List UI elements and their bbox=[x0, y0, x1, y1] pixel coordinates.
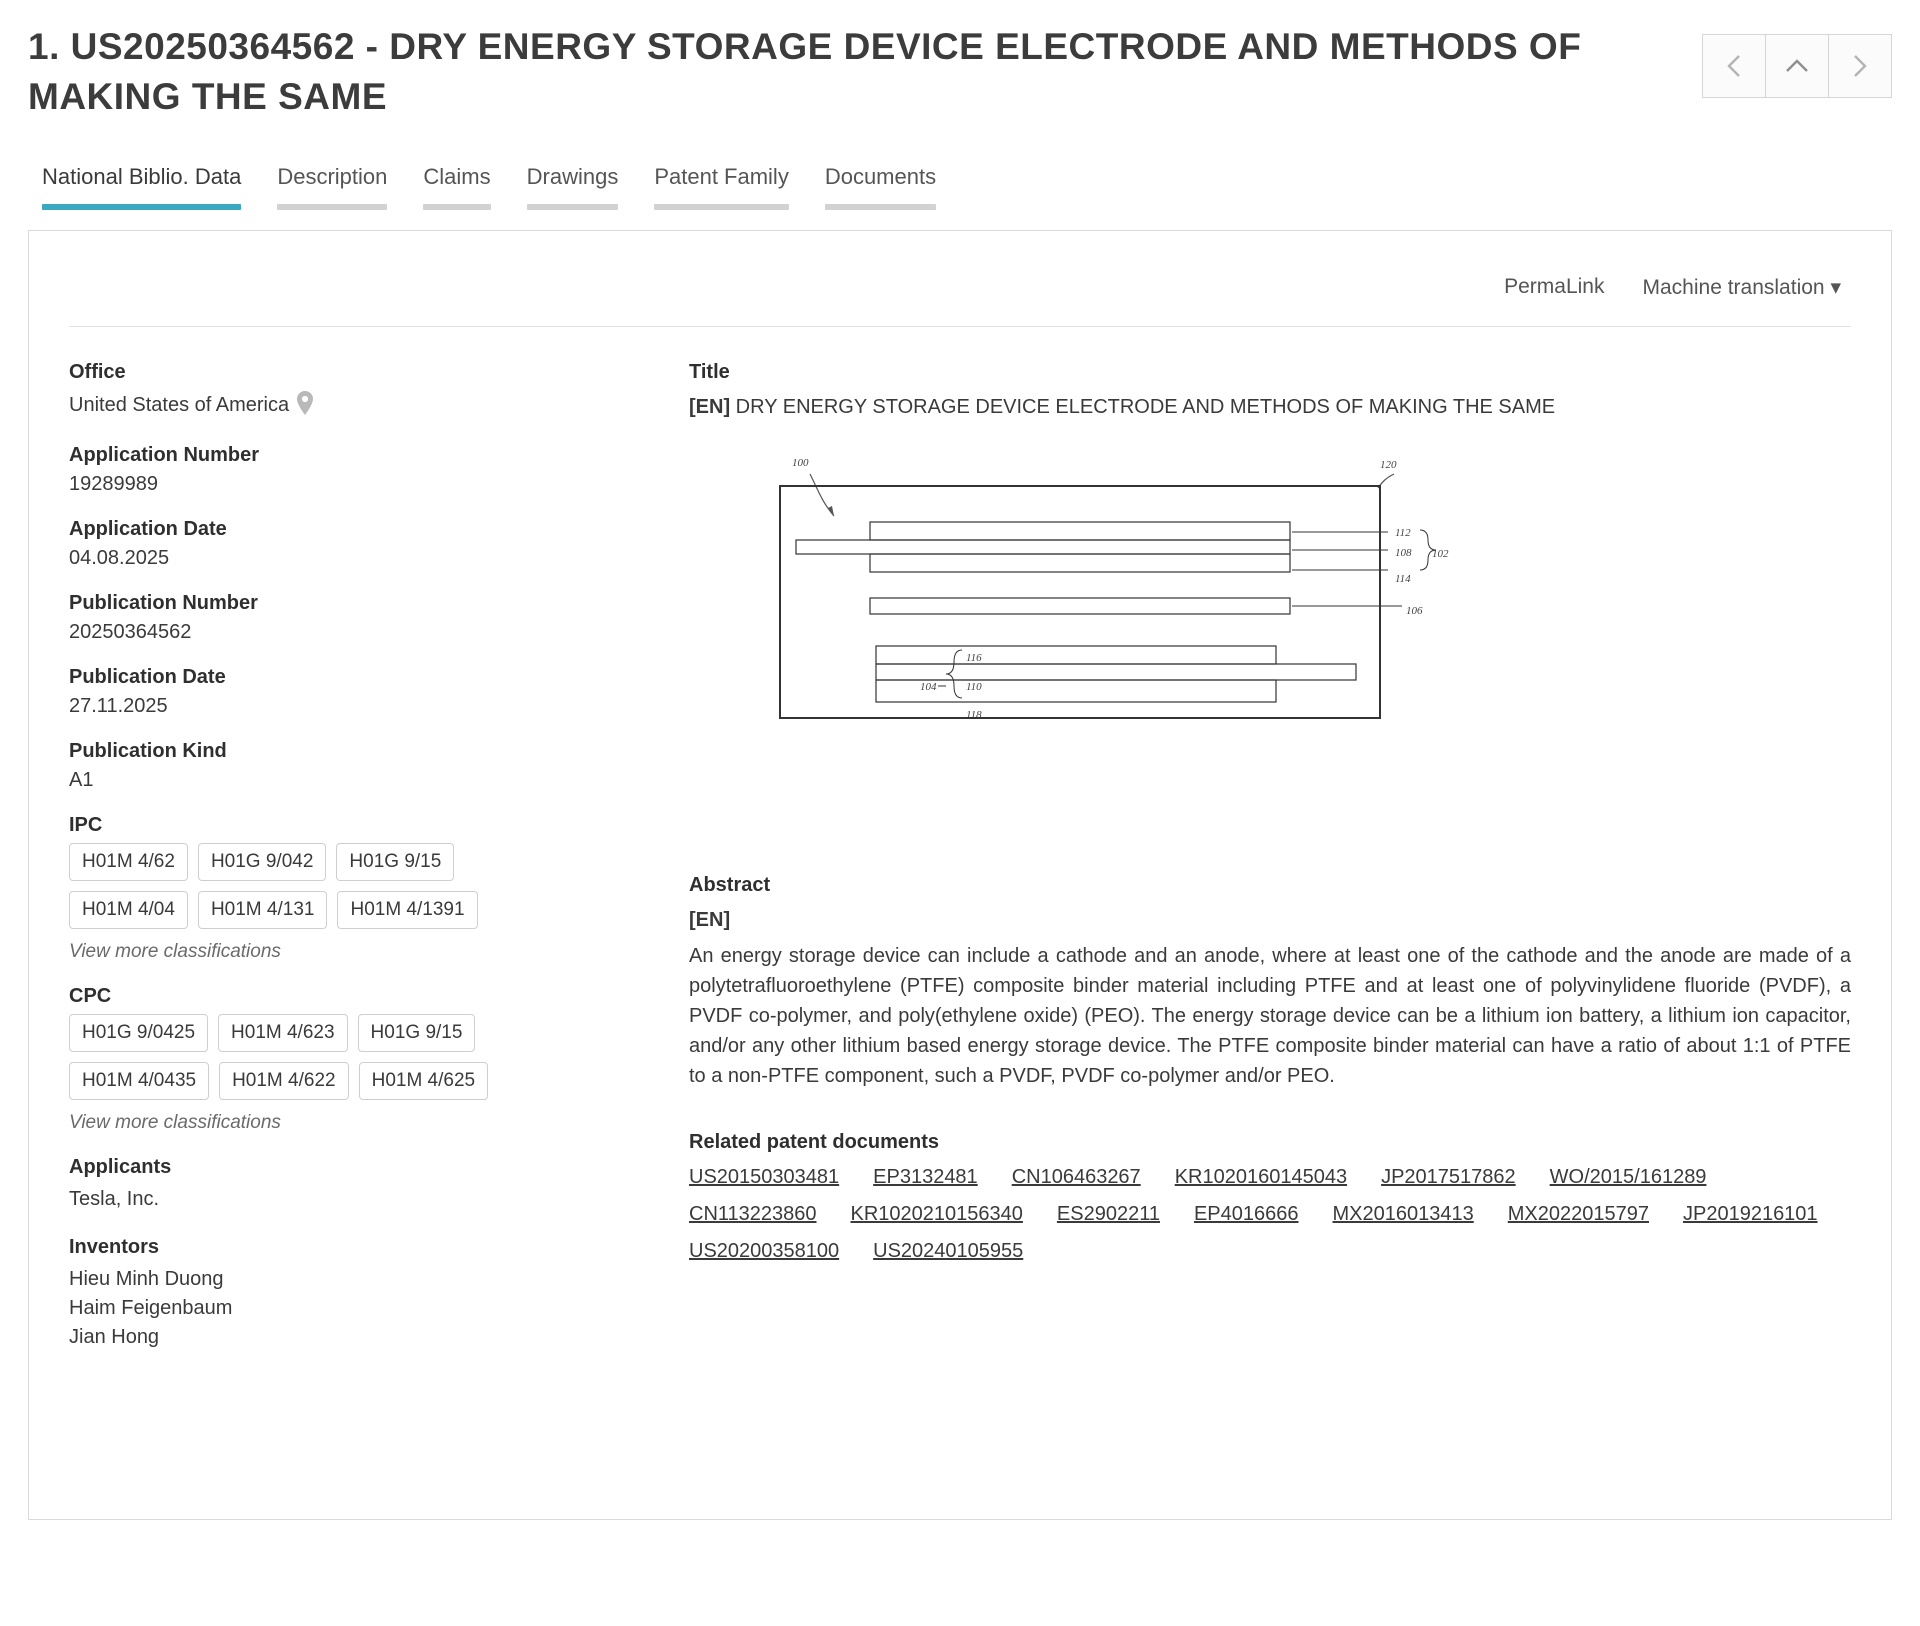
field-label: Publication Kind bbox=[69, 739, 227, 762]
previous-result-button[interactable] bbox=[1702, 34, 1766, 98]
abstract-text: An energy storage device can include a cathode and an anode, where at least one of the cathode and the anode are made of a polytetrafluoroethylene (PTFE) composite binder material including PTFE and at least one of polyvinylidene fluoride (PVDF), a PVDF co-polymer, and poly(ethylene oxide) (PEO). The energy storage device can be a lithium ion battery, a lithium ion capacitor, and/or any other lithium based energy storage device. The PTFE composite binder material can have a ratio of about 1:1 of PTFE to a non-PTFE component, such a PVDF, PVDF co-polymer and/or PEO. bbox=[689, 944, 1851, 1087]
field-applicants bbox=[69, 1156, 629, 1214]
related-documents-label: Related patent documents bbox=[689, 1130, 940, 1153]
field-label: CPC bbox=[69, 984, 112, 1007]
result-navigation bbox=[1703, 34, 1892, 98]
ipc-chip[interactable]: H01M 4/04 bbox=[69, 891, 188, 929]
location-pin-icon bbox=[295, 390, 315, 422]
title-block bbox=[689, 361, 1851, 422]
back-to-list-button[interactable] bbox=[1765, 34, 1829, 98]
title-value-wrap bbox=[689, 392, 1851, 422]
related-document-link[interactable]: CN113223860 bbox=[689, 1202, 817, 1225]
related-document-link[interactable]: US20200358100 bbox=[689, 1239, 840, 1262]
field-label: Application Number bbox=[69, 443, 260, 466]
svg-text:100: 100 bbox=[792, 456, 809, 469]
next-result-button[interactable] bbox=[1828, 34, 1892, 98]
related-document-link[interactable]: EP4016666 bbox=[1193, 1202, 1299, 1225]
tab-underline bbox=[654, 204, 789, 210]
tab-label: Claims bbox=[423, 163, 491, 189]
publication-date-value: 27.11.2025 bbox=[69, 694, 168, 717]
cpc-chip[interactable]: H01G 9/15 bbox=[358, 1014, 476, 1052]
svg-text:106: 106 bbox=[1406, 604, 1423, 617]
patent-figure[interactable] bbox=[770, 450, 1770, 840]
field-label: Publication Date bbox=[69, 665, 226, 688]
cpc-chip[interactable]: H01M 4/625 bbox=[359, 1062, 489, 1100]
abstract-block bbox=[689, 874, 1851, 1091]
field-application-number bbox=[69, 444, 629, 496]
applicant-name: Tesla, Inc. bbox=[69, 1187, 160, 1210]
svg-text:104: 104 bbox=[920, 680, 937, 693]
tab-label: National Biblio. Data bbox=[42, 163, 242, 189]
title-label: Title bbox=[689, 360, 730, 383]
chevron-left-icon bbox=[1723, 51, 1745, 81]
svg-text:118: 118 bbox=[966, 708, 982, 721]
permalink-link[interactable]: PermaLink bbox=[1504, 275, 1605, 299]
field-label: Applicants bbox=[69, 1155, 172, 1178]
related-document-link[interactable]: KR1020210156340 bbox=[850, 1202, 1023, 1225]
inventor-name: Hieu Minh Duong bbox=[69, 1267, 224, 1290]
tab-underline bbox=[527, 204, 619, 210]
inventor-name: Haim Feigenbaum bbox=[69, 1296, 233, 1319]
svg-text:110: 110 bbox=[966, 680, 982, 693]
biblio-fields bbox=[69, 361, 629, 1374]
figure-container bbox=[689, 450, 1851, 840]
content-columns bbox=[69, 361, 1851, 1374]
tab-bar bbox=[28, 164, 1892, 210]
svg-text:114: 114 bbox=[1395, 572, 1411, 585]
field-label: Inventors bbox=[69, 1235, 160, 1258]
related-document-link[interactable]: JP2019216101 bbox=[1682, 1202, 1818, 1225]
ipc-chip-list bbox=[69, 843, 489, 929]
main-content bbox=[689, 361, 1851, 1374]
application-number-value: 19289989 bbox=[69, 472, 158, 495]
field-label: Office bbox=[69, 360, 126, 383]
related-document-link[interactable]: US20150303481 bbox=[689, 1165, 840, 1188]
tab-drawings[interactable] bbox=[513, 164, 633, 210]
svg-text:102: 102 bbox=[1432, 547, 1449, 560]
svg-text:120: 120 bbox=[1380, 458, 1397, 471]
tab-label: Description bbox=[277, 163, 388, 189]
ipc-chip[interactable]: H01G 9/042 bbox=[198, 843, 326, 881]
page-title: 1. US20250364562 - DRY ENERGY STORAGE DEVICE ELECTRODE AND METHODS OF MAKING THE SAME bbox=[28, 26, 1582, 117]
field-value-wrap bbox=[69, 390, 629, 422]
related-document-link[interactable]: JP2017517862 bbox=[1381, 1165, 1516, 1188]
cpc-chip[interactable]: H01G 9/0425 bbox=[69, 1014, 208, 1052]
tab-claims[interactable] bbox=[409, 164, 504, 210]
tab-underline bbox=[277, 204, 387, 210]
ipc-chip[interactable]: H01M 4/62 bbox=[69, 843, 188, 881]
title-value: DRY ENERGY STORAGE DEVICE ELECTRODE AND METHODS OF MAKING THE SAME bbox=[735, 395, 1556, 418]
header bbox=[28, 22, 1892, 122]
tab-underline bbox=[42, 204, 241, 210]
cpc-chip[interactable]: H01M 4/622 bbox=[219, 1062, 349, 1100]
chevron-down-icon: ▾ bbox=[1830, 275, 1841, 299]
title-language-tag: [EN] bbox=[689, 395, 731, 418]
ipc-chip[interactable]: H01G 9/15 bbox=[336, 843, 454, 881]
related-document-link[interactable]: EP3132481 bbox=[873, 1165, 978, 1188]
cpc-chip[interactable]: H01M 4/623 bbox=[218, 1014, 348, 1052]
related-document-link[interactable]: US20240105955 bbox=[873, 1239, 1024, 1262]
tab-underline bbox=[423, 204, 490, 210]
related-document-link[interactable]: MX2016013413 bbox=[1332, 1202, 1474, 1225]
related-document-link[interactable]: WO/2015/161289 bbox=[1549, 1165, 1707, 1188]
cpc-chip[interactable]: H01M 4/0435 bbox=[69, 1062, 209, 1100]
tab-description[interactable] bbox=[263, 164, 401, 210]
related-document-link[interactable]: KR1020160145043 bbox=[1174, 1165, 1348, 1188]
abstract-label: Abstract bbox=[689, 873, 771, 896]
related-documents-list bbox=[689, 1166, 1851, 1263]
field-ipc bbox=[69, 814, 629, 963]
tab-national-biblio-data[interactable] bbox=[28, 164, 255, 210]
chevron-right-icon bbox=[1849, 51, 1871, 81]
ipc-chip[interactable]: H01M 4/1391 bbox=[337, 891, 477, 929]
related-document-link[interactable]: ES2902211 bbox=[1056, 1202, 1160, 1225]
field-label: Application Date bbox=[69, 517, 227, 540]
field-label: Publication Number bbox=[69, 591, 258, 614]
chevron-up-icon bbox=[1782, 55, 1812, 77]
svg-text:112: 112 bbox=[1395, 526, 1411, 539]
tab-documents[interactable] bbox=[811, 164, 950, 210]
abstract-language-tag: [EN] bbox=[689, 908, 731, 931]
related-document-link[interactable]: CN106463267 bbox=[1011, 1165, 1141, 1188]
svg-text:108: 108 bbox=[1395, 546, 1412, 559]
ipc-view-more-link[interactable]: View more classifications bbox=[69, 940, 281, 962]
office-value: United States of America bbox=[69, 394, 290, 417]
tab-label: Patent Family bbox=[654, 163, 789, 189]
field-publication-date bbox=[69, 666, 629, 718]
field-office bbox=[69, 361, 629, 422]
tab-label: Documents bbox=[824, 163, 937, 189]
tab-underline bbox=[825, 204, 936, 210]
field-publication-kind bbox=[69, 740, 629, 792]
inventor-name: Jian Hong bbox=[69, 1325, 160, 1348]
machine-translation-dropdown[interactable] bbox=[1643, 275, 1842, 300]
application-date-value: 04.08.2025 bbox=[69, 546, 170, 569]
svg-text:116: 116 bbox=[966, 651, 982, 664]
machine-translation-label: Machine translation bbox=[1642, 275, 1825, 299]
field-publication-number bbox=[69, 592, 629, 644]
cpc-view-more-link[interactable]: View more classifications bbox=[69, 1111, 281, 1133]
field-application-date bbox=[69, 518, 629, 570]
card-toolbar bbox=[69, 263, 1851, 326]
field-label: IPC bbox=[69, 813, 103, 836]
related-documents-block bbox=[689, 1131, 1851, 1263]
field-cpc bbox=[69, 985, 629, 1134]
ipc-chip[interactable]: H01M 4/131 bbox=[198, 891, 328, 929]
tab-patent-family[interactable] bbox=[640, 164, 803, 210]
publication-number-value: 20250364562 bbox=[69, 620, 192, 643]
related-document-link[interactable]: MX2022015797 bbox=[1507, 1202, 1649, 1225]
cpc-chip-list bbox=[69, 1014, 489, 1100]
publication-kind-value: A1 bbox=[69, 768, 94, 791]
biblio-card bbox=[28, 230, 1892, 1520]
field-inventors bbox=[69, 1236, 629, 1352]
tab-label: Drawings bbox=[526, 163, 619, 189]
toolbar-divider bbox=[69, 326, 1851, 327]
